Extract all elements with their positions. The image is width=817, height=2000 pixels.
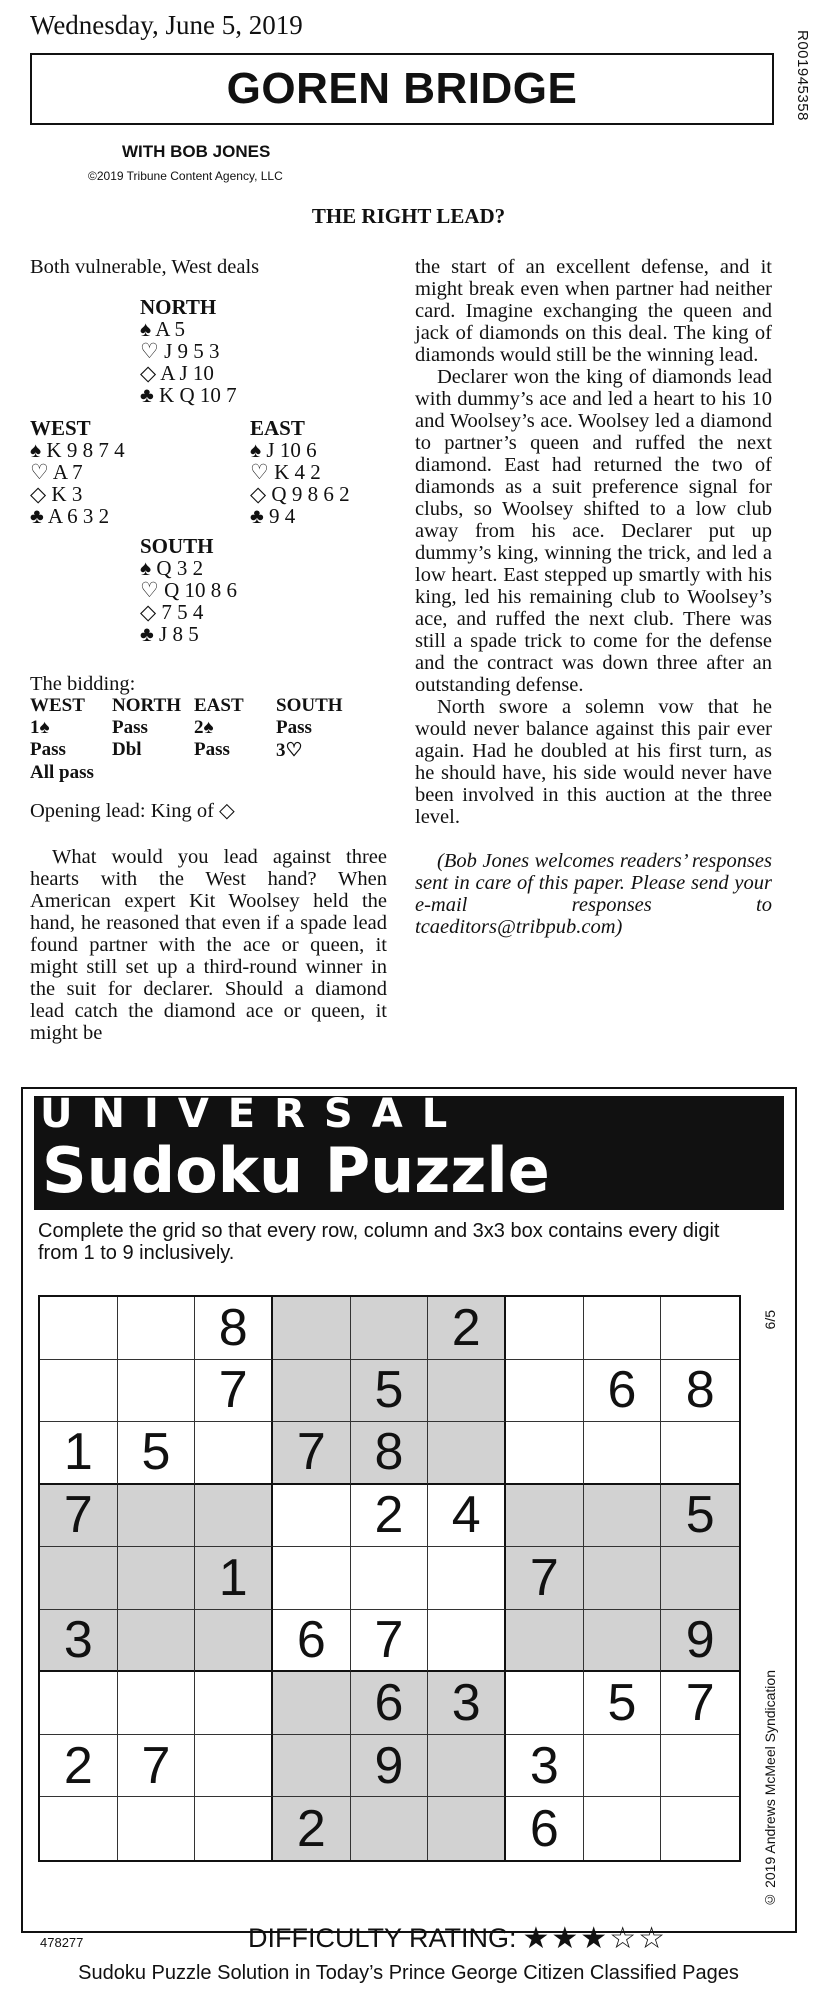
paragraph: Declarer won the king of diamonds lead with dummy’s ace and led a heart to his 10 and Woolsey’s ace. Woolsey led a diamond to partner’s queen and ruffed the next diamond. East had returned the two of diamonds as a suit preference signal for clubs, so Woolsey shifted to a low club away from his ace. Declarer put up dummy’s king, winning the trick, and led a low heart. East stepped up smartly with his king, led his remaining club to Woolsey’s ace, and ruffed the next club. There was still a spade trick to come for the defense and the contract was down three after an outstanding defense. [415, 366, 772, 696]
sudoku-cell [118, 1485, 196, 1548]
sudoku-cell: 7 [195, 1360, 273, 1423]
west-hand [30, 417, 125, 527]
column-title-box [30, 53, 774, 125]
sudoku-cell [273, 1735, 351, 1798]
sudoku-cell: 6 [273, 1610, 351, 1673]
article-headline: THE RIGHT LEAD? [311, 204, 506, 228]
sudoku-cell: 4 [428, 1485, 506, 1548]
bidding-row [30, 739, 358, 762]
sudoku-cell: 1 [40, 1422, 118, 1485]
copyright: ©2019 Tribune Content Agency, LLC [88, 169, 283, 183]
sudoku-cell: 7 [661, 1672, 739, 1735]
sudoku-cell [195, 1735, 273, 1798]
hearts-holding: ♡ A 7 [30, 460, 83, 484]
sudoku-cell: 5 [584, 1672, 662, 1735]
sudoku-cell [661, 1297, 739, 1360]
banner-title-top: UNIVERSAL [40, 1091, 467, 1137]
sudoku-cell: 8 [195, 1297, 273, 1360]
sudoku-cell [584, 1735, 662, 1798]
bid: All pass [30, 762, 94, 783]
sudoku-cell [584, 1610, 662, 1673]
sudoku-cell [273, 1360, 351, 1423]
sudoku-cell [273, 1547, 351, 1610]
sudoku-cell: 6 [584, 1360, 662, 1423]
sudoku-cell: 3 [428, 1672, 506, 1735]
sudoku-cell [506, 1485, 584, 1548]
sudoku-cell: 8 [351, 1422, 429, 1485]
sudoku-cell [506, 1672, 584, 1735]
diamonds-holding: ◇ K 3 [30, 482, 83, 506]
bidding-header-south: SOUTH [276, 695, 343, 716]
sudoku-cell [118, 1297, 196, 1360]
sudoku-cell [661, 1735, 739, 1798]
puzzle-number: 478277 [40, 1935, 84, 1950]
bid: 1♠ [30, 717, 50, 738]
bidding-table [30, 695, 358, 784]
bidding-header-north: NORTH [112, 695, 182, 716]
sudoku-cell [506, 1422, 584, 1485]
spades-holding: ♠ K 9 8 7 4 [30, 438, 125, 462]
sudoku-cell [506, 1610, 584, 1673]
sudoku-grid [38, 1295, 741, 1862]
syndication-credit: © 2019 Andrews McMeel Syndication [762, 1670, 778, 1908]
sudoku-cell: 9 [351, 1735, 429, 1798]
bid: 2♠ [194, 717, 214, 738]
east-hand [250, 417, 350, 527]
sudoku-cell [351, 1297, 429, 1360]
south-hand [140, 535, 237, 645]
sudoku-cell [273, 1297, 351, 1360]
bidding-header-west: WEST [30, 695, 85, 716]
sudoku-cell: 5 [661, 1485, 739, 1548]
bidding-label: The bidding: [30, 673, 136, 695]
sudoku-cell: 6 [351, 1672, 429, 1735]
page-code: R001945358 [794, 30, 811, 121]
hand-name: SOUTH [140, 534, 214, 558]
sudoku-cell [118, 1360, 196, 1423]
sudoku-cell: 1 [195, 1547, 273, 1610]
diamonds-holding: ◇ 7 5 4 [140, 600, 204, 624]
sudoku-cell [428, 1547, 506, 1610]
sudoku-cell [506, 1360, 584, 1423]
sudoku-cell [506, 1297, 584, 1360]
sudoku-cell: 2 [273, 1797, 351, 1860]
sudoku-cell: 6 [506, 1797, 584, 1860]
bidding-row [30, 762, 358, 784]
sudoku-cell [584, 1485, 662, 1548]
sudoku-cell: 2 [40, 1735, 118, 1798]
bid: Pass [276, 717, 312, 738]
clubs-holding: ♣ 9 4 [250, 504, 296, 528]
sudoku-cell: 7 [351, 1610, 429, 1673]
spades-holding: ♠ J 10 6 [250, 438, 317, 462]
paragraph: What would you lead against three hearts with the West hand? When American expert Kit Woolsey held the hand, he reasoned that even if a spade lead found partner with the ace or queen, it might still set up a third-round winner in the suit for declarer. Should a diamond lead catch the diamond ace or queen, it might be [30, 846, 387, 1044]
opening-lead: Opening lead: King of ◇ [30, 800, 235, 822]
column-title: GOREN BRIDGE [226, 64, 578, 113]
sudoku-cell [40, 1547, 118, 1610]
sudoku-cell: 3 [506, 1735, 584, 1798]
spades-holding: ♠ A 5 [140, 317, 186, 341]
bid [112, 762, 194, 784]
sudoku-instructions: Complete the grid so that every row, column and 3x3 box contains every digit from 1 to 9 inclusively. [38, 1220, 720, 1264]
sudoku-cell: 7 [40, 1485, 118, 1548]
publication-date: Wednesday, June 5, 2019 [30, 10, 303, 40]
sudoku-cell [118, 1547, 196, 1610]
hand-name: WEST [30, 416, 91, 440]
hand-name: EAST [250, 416, 305, 440]
sudoku-cell: 8 [661, 1360, 739, 1423]
clubs-holding: ♣ J 8 5 [140, 622, 199, 646]
bid: Pass [30, 739, 66, 760]
diamonds-holding: ◇ A J 10 [140, 361, 214, 385]
sudoku-cell [661, 1797, 739, 1860]
sudoku-cell [584, 1797, 662, 1860]
difficulty-rating [248, 1921, 667, 1956]
bid: Pass [194, 739, 230, 760]
sudoku-cell: 7 [118, 1735, 196, 1798]
reader-note: (Bob Jones welcomes readers’ responses sent in care of this paper. Please send your e-mail responses to tcaeditors@tribpub.com) [415, 850, 772, 938]
sudoku-cell [661, 1422, 739, 1485]
sudoku-cell [40, 1297, 118, 1360]
hearts-holding: ♡ K 4 2 [250, 460, 321, 484]
sudoku-cell [195, 1485, 273, 1548]
sudoku-cell: 9 [661, 1610, 739, 1673]
sudoku-cell [428, 1735, 506, 1798]
sudoku-cell: 2 [351, 1485, 429, 1548]
difficulty-stars: ★★★☆☆ [522, 1922, 667, 1955]
north-hand [140, 296, 237, 406]
bidding-header-east: EAST [194, 695, 244, 716]
paragraph: the start of an excellent defense, and it might break even when partner had neither card. Imagine exchanging the queen and jack of diamonds on this deal. The king of diamonds would still be the winning lead. [415, 256, 772, 366]
bid: Dbl [112, 739, 142, 760]
sudoku-cell [584, 1297, 662, 1360]
bid [194, 762, 276, 784]
sudoku-cell [40, 1797, 118, 1860]
sudoku-cell [118, 1672, 196, 1735]
sudoku-cell [118, 1610, 196, 1673]
sudoku-cell [661, 1547, 739, 1610]
sudoku-cell [428, 1610, 506, 1673]
sudoku-cell [273, 1485, 351, 1548]
sudoku-cell: 5 [351, 1360, 429, 1423]
paragraph: North swore a solemn vow that he would never balance against this pair ever again. Had he doubled at his first turn, as he should have, his side would never have been involved in this auction at the three level. [415, 696, 772, 828]
clubs-holding: ♣ K Q 10 7 [140, 383, 237, 407]
sudoku-cell [195, 1797, 273, 1860]
sudoku-cell [584, 1422, 662, 1485]
sudoku-cell [118, 1797, 196, 1860]
sudoku-cell [40, 1360, 118, 1423]
sudoku-cell [428, 1360, 506, 1423]
sudoku-cell [584, 1547, 662, 1610]
sudoku-cell: 3 [40, 1610, 118, 1673]
diamonds-holding: ◇ Q 9 8 6 2 [250, 482, 350, 506]
sudoku-cell [195, 1422, 273, 1485]
vulnerability-line: Both vulnerable, West deals [30, 256, 260, 278]
difficulty-label: DIFFICULTY RATING: [248, 1923, 517, 1953]
sudoku-cell [273, 1672, 351, 1735]
puzzle-date: 6/5 [762, 1310, 778, 1330]
hand-name: NORTH [140, 295, 217, 319]
bidding-row [30, 717, 358, 739]
sudoku-cell [195, 1672, 273, 1735]
bid: Pass [112, 717, 148, 738]
sudoku-cell [195, 1610, 273, 1673]
sudoku-cell [428, 1797, 506, 1860]
article-body-right [415, 256, 772, 938]
sudoku-cell: 7 [506, 1547, 584, 1610]
footer-note: Sudoku Puzzle Solution in Today’s Prince George Citizen Classified Pages [78, 1962, 739, 1984]
bid: 3♡ [276, 740, 303, 761]
hearts-holding: ♡ J 9 5 3 [140, 339, 220, 363]
sudoku-cell [40, 1672, 118, 1735]
hearts-holding: ♡ Q 10 8 6 [140, 578, 237, 602]
bidding-header-row [30, 695, 358, 717]
sudoku-cell: 2 [428, 1297, 506, 1360]
byline: WITH BOB JONES [122, 142, 271, 161]
sudoku-cell: 5 [118, 1422, 196, 1485]
banner-title-bottom: Sudoku Puzzle [42, 1134, 550, 1207]
sudoku-cell [428, 1422, 506, 1485]
sudoku-cell [351, 1547, 429, 1610]
sudoku-cell [351, 1797, 429, 1860]
article-body-left [30, 846, 387, 1044]
bid [276, 762, 358, 784]
sudoku-cell: 7 [273, 1422, 351, 1485]
spades-holding: ♠ Q 3 2 [140, 556, 204, 580]
clubs-holding: ♣ A 6 3 2 [30, 504, 110, 528]
